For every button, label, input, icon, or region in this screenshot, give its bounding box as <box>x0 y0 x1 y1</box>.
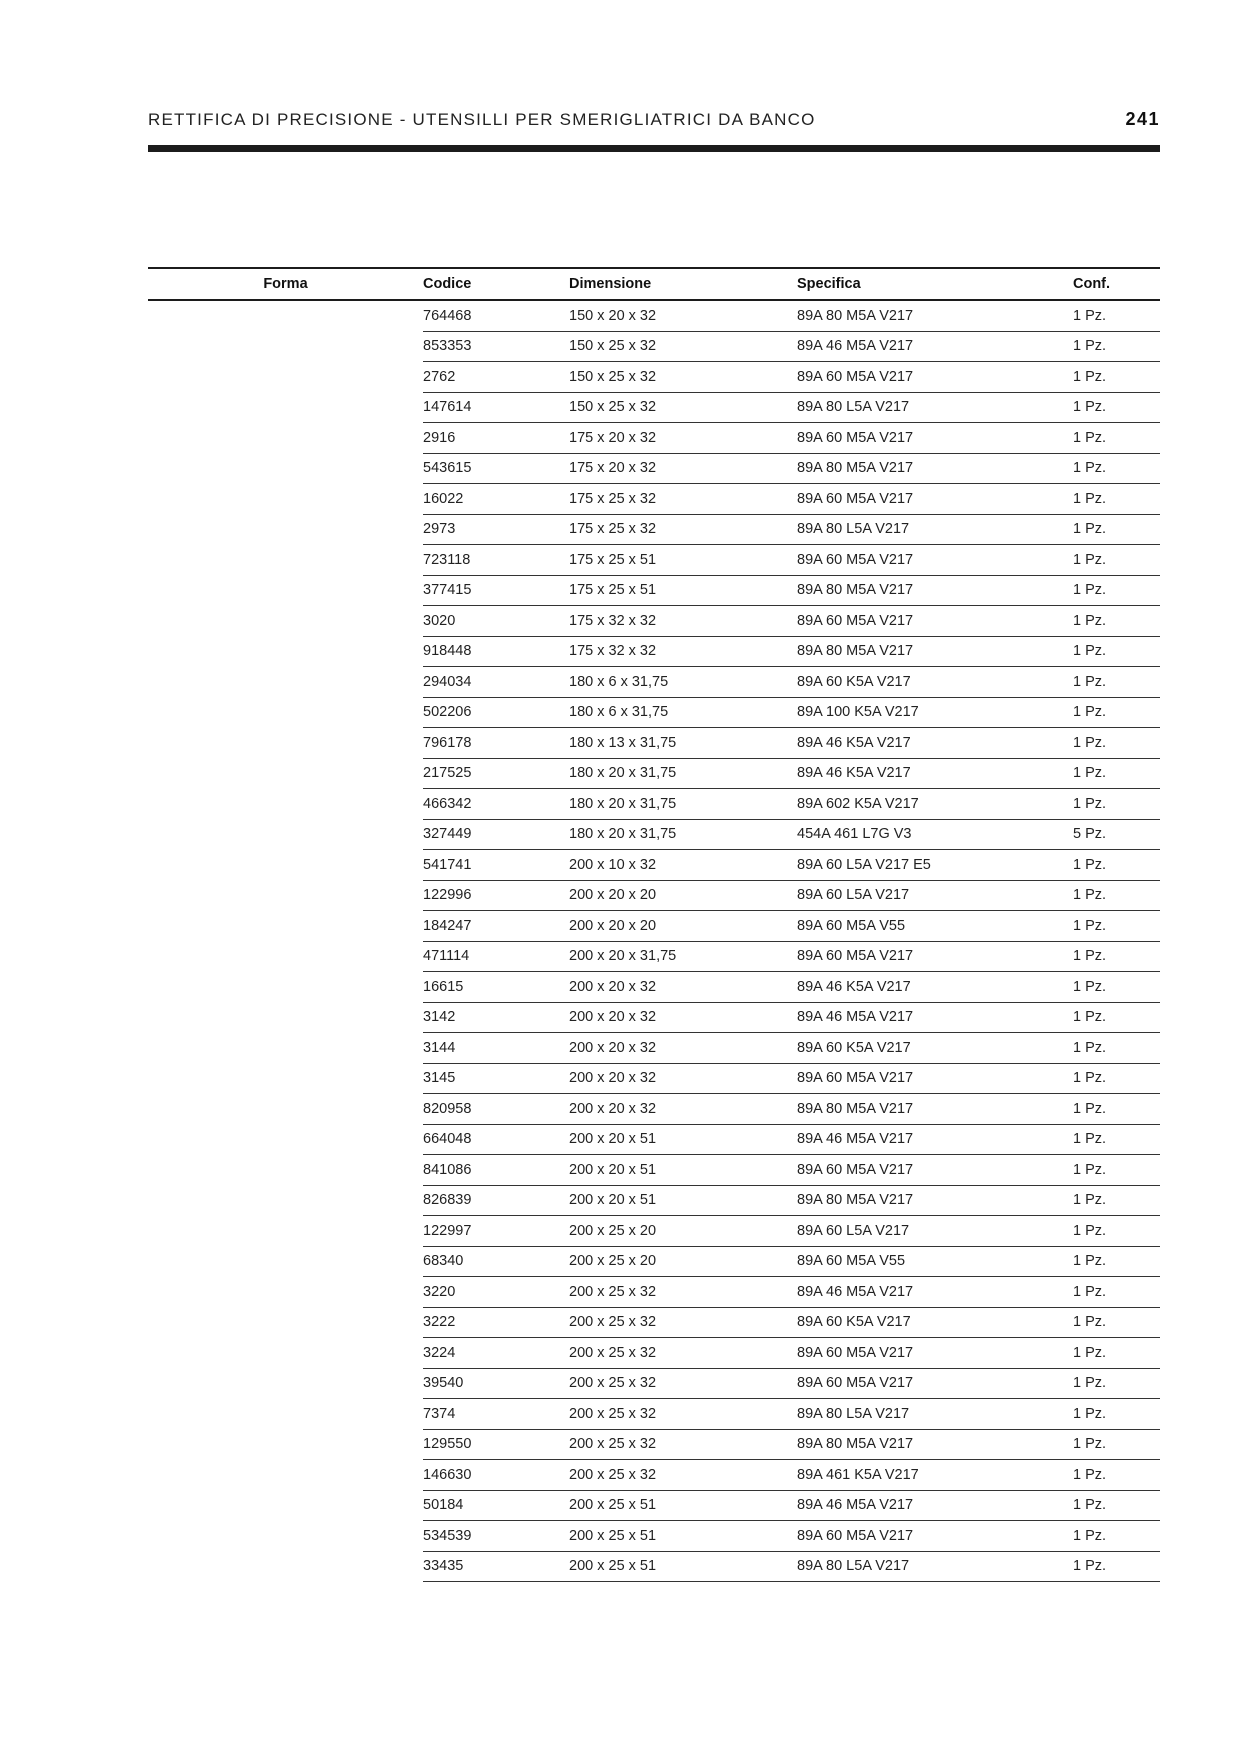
specifica-cell: 89A 60 L5A V217 E5 <box>797 850 1073 881</box>
table-row <box>148 484 1160 515</box>
table-row <box>148 1551 1160 1582</box>
conf-cell: 1 Pz. <box>1073 880 1160 911</box>
codice-cell: 3142 <box>423 1002 569 1033</box>
codice-cell: 664048 <box>423 1124 569 1155</box>
forma-cell <box>148 1460 423 1491</box>
dimensione-cell: 175 x 20 x 32 <box>569 423 797 454</box>
dimensione-cell: 200 x 20 x 32 <box>569 1094 797 1125</box>
conf-cell: 1 Pz. <box>1073 941 1160 972</box>
conf-cell: 1 Pz. <box>1073 1216 1160 1247</box>
conf-cell: 1 Pz. <box>1073 331 1160 362</box>
table-row <box>148 1002 1160 1033</box>
conf-cell: 1 Pz. <box>1073 1551 1160 1582</box>
codice-cell: 147614 <box>423 392 569 423</box>
dimensione-cell: 200 x 25 x 20 <box>569 1246 797 1277</box>
table-row <box>148 880 1160 911</box>
dimensione-cell: 180 x 6 x 31,75 <box>569 667 797 698</box>
dimensione-cell: 150 x 25 x 32 <box>569 362 797 393</box>
conf-cell: 1 Pz. <box>1073 636 1160 667</box>
specifica-cell: 89A 46 M5A V217 <box>797 1124 1073 1155</box>
dimensione-cell: 200 x 10 x 32 <box>569 850 797 881</box>
table-row <box>148 911 1160 942</box>
forma-cell <box>148 1490 423 1521</box>
page-header <box>148 110 1160 132</box>
forma-cell <box>148 1063 423 1094</box>
specifica-cell: 89A 60 K5A V217 <box>797 1307 1073 1338</box>
codice-cell: 377415 <box>423 575 569 606</box>
dimensione-cell: 175 x 32 x 32 <box>569 636 797 667</box>
codice-cell: 7374 <box>423 1399 569 1430</box>
conf-cell: 1 Pz. <box>1073 1094 1160 1125</box>
table-body <box>148 300 1160 1582</box>
conf-cell: 1 Pz. <box>1073 606 1160 637</box>
dimensione-cell: 180 x 20 x 31,75 <box>569 819 797 850</box>
forma-cell <box>148 1216 423 1247</box>
table-row <box>148 1460 1160 1491</box>
conf-cell: 5 Pz. <box>1073 819 1160 850</box>
table-row <box>148 1033 1160 1064</box>
table-row <box>148 972 1160 1003</box>
forma-cell <box>148 758 423 789</box>
table-row <box>148 850 1160 881</box>
product-table <box>148 267 1160 1582</box>
specifica-cell: 89A 46 M5A V217 <box>797 331 1073 362</box>
codice-cell: 826839 <box>423 1185 569 1216</box>
specifica-cell: 89A 60 M5A V55 <box>797 1246 1073 1277</box>
table-row <box>148 1094 1160 1125</box>
forma-cell <box>148 636 423 667</box>
specifica-cell: 89A 80 L5A V217 <box>797 1399 1073 1430</box>
codice-cell: 129550 <box>423 1429 569 1460</box>
codice-cell: 33435 <box>423 1551 569 1582</box>
dimensione-cell: 175 x 32 x 32 <box>569 606 797 637</box>
specifica-cell: 89A 60 M5A V217 <box>797 1338 1073 1369</box>
specifica-cell: 89A 60 M5A V217 <box>797 484 1073 515</box>
specifica-cell: 89A 80 M5A V217 <box>797 453 1073 484</box>
conf-cell: 1 Pz. <box>1073 697 1160 728</box>
dimensione-cell: 200 x 20 x 32 <box>569 1063 797 1094</box>
dimensione-cell: 200 x 20 x 20 <box>569 911 797 942</box>
table-row <box>148 1307 1160 1338</box>
specifica-cell: 89A 100 K5A V217 <box>797 697 1073 728</box>
codice-cell: 723118 <box>423 545 569 576</box>
codice-cell: 3222 <box>423 1307 569 1338</box>
codice-cell: 796178 <box>423 728 569 759</box>
table-row <box>148 728 1160 759</box>
table-row <box>148 1429 1160 1460</box>
table-row <box>148 453 1160 484</box>
dimensione-cell: 175 x 25 x 32 <box>569 514 797 545</box>
specifica-cell: 89A 60 K5A V217 <box>797 1033 1073 1064</box>
table-row <box>148 1155 1160 1186</box>
codice-cell: 184247 <box>423 911 569 942</box>
table-header-row <box>148 268 1160 300</box>
table-row <box>148 758 1160 789</box>
conf-cell: 1 Pz. <box>1073 1460 1160 1491</box>
table-row <box>148 789 1160 820</box>
codice-cell: 471114 <box>423 941 569 972</box>
forma-cell <box>148 1155 423 1186</box>
conf-cell: 1 Pz. <box>1073 423 1160 454</box>
forma-cell <box>148 1429 423 1460</box>
dimensione-cell: 200 x 20 x 32 <box>569 972 797 1003</box>
codice-cell: 841086 <box>423 1155 569 1186</box>
forma-cell <box>148 1185 423 1216</box>
dimensione-cell: 175 x 25 x 51 <box>569 575 797 606</box>
table-row <box>148 1277 1160 1308</box>
dimensione-cell: 180 x 6 x 31,75 <box>569 697 797 728</box>
specifica-cell: 89A 60 M5A V217 <box>797 1155 1073 1186</box>
forma-cell <box>148 972 423 1003</box>
specifica-cell: 89A 46 K5A V217 <box>797 972 1073 1003</box>
conf-cell: 1 Pz. <box>1073 575 1160 606</box>
specifica-cell: 89A 46 M5A V217 <box>797 1490 1073 1521</box>
dimensione-cell: 200 x 20 x 20 <box>569 880 797 911</box>
specifica-cell: 89A 60 M5A V217 <box>797 545 1073 576</box>
specifica-cell: 89A 60 M5A V217 <box>797 606 1073 637</box>
conf-cell: 1 Pz. <box>1073 484 1160 515</box>
specifica-cell: 89A 461 K5A V217 <box>797 1460 1073 1491</box>
codice-cell: 16022 <box>423 484 569 515</box>
codice-cell: 16615 <box>423 972 569 1003</box>
forma-cell <box>148 1246 423 1277</box>
forma-cell <box>148 392 423 423</box>
forma-cell <box>148 484 423 515</box>
codice-cell: 853353 <box>423 331 569 362</box>
table-row <box>148 300 1160 331</box>
forma-cell <box>148 1124 423 1155</box>
forma-cell <box>148 1399 423 1430</box>
codice-cell: 217525 <box>423 758 569 789</box>
table-row <box>148 1216 1160 1247</box>
dimensione-cell: 200 x 25 x 51 <box>569 1490 797 1521</box>
forma-cell <box>148 819 423 850</box>
dimensione-cell: 200 x 25 x 32 <box>569 1399 797 1430</box>
specifica-cell: 89A 60 L5A V217 <box>797 880 1073 911</box>
conf-cell: 1 Pz. <box>1073 1399 1160 1430</box>
codice-cell: 327449 <box>423 819 569 850</box>
page-title: RETTIFICA DI PRECISIONE - UTENSILLI PER SMERIGLIATRICI DA BANCO <box>148 110 816 129</box>
table-row <box>148 819 1160 850</box>
codice-cell: 3145 <box>423 1063 569 1094</box>
dimensione-cell: 200 x 25 x 32 <box>569 1277 797 1308</box>
forma-cell <box>148 789 423 820</box>
specifica-cell: 454A 461 L7G V3 <box>797 819 1073 850</box>
specifica-cell: 89A 46 M5A V217 <box>797 1277 1073 1308</box>
conf-cell: 1 Pz. <box>1073 1338 1160 1369</box>
codice-cell: 68340 <box>423 1246 569 1277</box>
table-row <box>148 1521 1160 1552</box>
table-row <box>148 423 1160 454</box>
forma-cell <box>148 667 423 698</box>
specifica-cell: 89A 60 M5A V217 <box>797 362 1073 393</box>
codice-cell: 3144 <box>423 1033 569 1064</box>
forma-cell <box>148 1033 423 1064</box>
column-header-conf: Conf. <box>1073 268 1160 300</box>
conf-cell: 1 Pz. <box>1073 514 1160 545</box>
dimensione-cell: 200 x 25 x 51 <box>569 1551 797 1582</box>
dimensione-cell: 150 x 25 x 32 <box>569 392 797 423</box>
codice-cell: 918448 <box>423 636 569 667</box>
specifica-cell: 89A 80 M5A V217 <box>797 1185 1073 1216</box>
table-row <box>148 392 1160 423</box>
dimensione-cell: 180 x 13 x 31,75 <box>569 728 797 759</box>
specifica-cell: 89A 60 M5A V217 <box>797 941 1073 972</box>
table-row <box>148 1338 1160 1369</box>
conf-cell: 1 Pz. <box>1073 789 1160 820</box>
column-header-forma: Forma <box>148 268 423 300</box>
table-row <box>148 1124 1160 1155</box>
table-row <box>148 1368 1160 1399</box>
conf-cell: 1 Pz. <box>1073 1033 1160 1064</box>
dimensione-cell: 200 x 20 x 32 <box>569 1002 797 1033</box>
forma-cell <box>148 1002 423 1033</box>
forma-cell <box>148 606 423 637</box>
dimensione-cell: 200 x 20 x 31,75 <box>569 941 797 972</box>
table-row <box>148 575 1160 606</box>
conf-cell: 1 Pz. <box>1073 911 1160 942</box>
codice-cell: 502206 <box>423 697 569 728</box>
dimensione-cell: 200 x 20 x 32 <box>569 1033 797 1064</box>
conf-cell: 1 Pz. <box>1073 1246 1160 1277</box>
conf-cell: 1 Pz. <box>1073 1307 1160 1338</box>
table-row <box>148 1490 1160 1521</box>
dimensione-cell: 200 x 25 x 32 <box>569 1368 797 1399</box>
codice-cell: 39540 <box>423 1368 569 1399</box>
codice-cell: 146630 <box>423 1460 569 1491</box>
forma-cell <box>148 850 423 881</box>
conf-cell: 1 Pz. <box>1073 1155 1160 1186</box>
forma-cell <box>148 545 423 576</box>
dimensione-cell: 200 x 20 x 51 <box>569 1185 797 1216</box>
forma-cell <box>148 423 423 454</box>
forma-cell <box>148 1307 423 1338</box>
table-row <box>148 1399 1160 1430</box>
dimensione-cell: 200 x 25 x 32 <box>569 1338 797 1369</box>
table-row <box>148 1185 1160 1216</box>
table-row <box>148 606 1160 637</box>
dimensione-cell: 200 x 25 x 51 <box>569 1521 797 1552</box>
conf-cell: 1 Pz. <box>1073 300 1160 331</box>
conf-cell: 1 Pz. <box>1073 1277 1160 1308</box>
specifica-cell: 89A 80 L5A V217 <box>797 514 1073 545</box>
forma-cell <box>148 331 423 362</box>
dimensione-cell: 200 x 25 x 20 <box>569 1216 797 1247</box>
forma-cell <box>148 575 423 606</box>
dimensione-cell: 180 x 20 x 31,75 <box>569 758 797 789</box>
specifica-cell: 89A 80 M5A V217 <box>797 1429 1073 1460</box>
table-row <box>148 1246 1160 1277</box>
table-row <box>148 941 1160 972</box>
dimensione-cell: 200 x 25 x 32 <box>569 1307 797 1338</box>
column-header-codice: Codice <box>423 268 569 300</box>
specifica-cell: 89A 80 M5A V217 <box>797 1094 1073 1125</box>
codice-cell: 3220 <box>423 1277 569 1308</box>
table-row <box>148 514 1160 545</box>
specifica-cell: 89A 60 K5A V217 <box>797 667 1073 698</box>
specifica-cell: 89A 80 M5A V217 <box>797 300 1073 331</box>
forma-cell <box>148 1094 423 1125</box>
conf-cell: 1 Pz. <box>1073 453 1160 484</box>
specifica-cell: 89A 60 M5A V217 <box>797 423 1073 454</box>
codice-cell: 820958 <box>423 1094 569 1125</box>
forma-cell <box>148 453 423 484</box>
table-row <box>148 1063 1160 1094</box>
codice-cell: 2762 <box>423 362 569 393</box>
conf-cell: 1 Pz. <box>1073 1124 1160 1155</box>
forma-cell <box>148 300 423 331</box>
header-divider <box>148 145 1160 152</box>
specifica-cell: 89A 60 M5A V55 <box>797 911 1073 942</box>
forma-cell <box>148 911 423 942</box>
codice-cell: 466342 <box>423 789 569 820</box>
codice-cell: 541741 <box>423 850 569 881</box>
codice-cell: 3020 <box>423 606 569 637</box>
dimensione-cell: 175 x 20 x 32 <box>569 453 797 484</box>
codice-cell: 294034 <box>423 667 569 698</box>
forma-cell <box>148 941 423 972</box>
codice-cell: 2916 <box>423 423 569 454</box>
specifica-cell: 89A 80 L5A V217 <box>797 1551 1073 1582</box>
column-header-dimensione: Dimensione <box>569 268 797 300</box>
specifica-cell: 89A 46 K5A V217 <box>797 728 1073 759</box>
conf-cell: 1 Pz. <box>1073 1185 1160 1216</box>
specifica-cell: 89A 602 K5A V217 <box>797 789 1073 820</box>
conf-cell: 1 Pz. <box>1073 392 1160 423</box>
codice-cell: 122997 <box>423 1216 569 1247</box>
forma-cell <box>148 728 423 759</box>
table-row <box>148 331 1160 362</box>
conf-cell: 1 Pz. <box>1073 1521 1160 1552</box>
forma-cell <box>148 1551 423 1582</box>
conf-cell: 1 Pz. <box>1073 850 1160 881</box>
conf-cell: 1 Pz. <box>1073 362 1160 393</box>
codice-cell: 122996 <box>423 880 569 911</box>
conf-cell: 1 Pz. <box>1073 1368 1160 1399</box>
table-row <box>148 697 1160 728</box>
specifica-cell: 89A 60 L5A V217 <box>797 1216 1073 1247</box>
codice-cell: 534539 <box>423 1521 569 1552</box>
specifica-cell: 89A 60 M5A V217 <box>797 1368 1073 1399</box>
table-row <box>148 362 1160 393</box>
dimensione-cell: 175 x 25 x 32 <box>569 484 797 515</box>
specifica-cell: 89A 80 M5A V217 <box>797 636 1073 667</box>
conf-cell: 1 Pz. <box>1073 1490 1160 1521</box>
conf-cell: 1 Pz. <box>1073 1063 1160 1094</box>
dimensione-cell: 150 x 20 x 32 <box>569 300 797 331</box>
codice-cell: 50184 <box>423 1490 569 1521</box>
conf-cell: 1 Pz. <box>1073 667 1160 698</box>
dimensione-cell: 180 x 20 x 31,75 <box>569 789 797 820</box>
codice-cell: 3224 <box>423 1338 569 1369</box>
specifica-cell: 89A 60 M5A V217 <box>797 1063 1073 1094</box>
forma-cell <box>148 1521 423 1552</box>
table-row <box>148 545 1160 576</box>
forma-cell <box>148 1338 423 1369</box>
specifica-cell: 89A 46 M5A V217 <box>797 1002 1073 1033</box>
codice-cell: 2973 <box>423 514 569 545</box>
specifica-cell: 89A 46 K5A V217 <box>797 758 1073 789</box>
specifica-cell: 89A 80 M5A V217 <box>797 575 1073 606</box>
forma-cell <box>148 1368 423 1399</box>
forma-cell <box>148 697 423 728</box>
specifica-cell: 89A 60 M5A V217 <box>797 1521 1073 1552</box>
codice-cell: 764468 <box>423 300 569 331</box>
table-row <box>148 636 1160 667</box>
dimensione-cell: 175 x 25 x 51 <box>569 545 797 576</box>
dimensione-cell: 200 x 20 x 51 <box>569 1155 797 1186</box>
page-number: 241 <box>1125 109 1160 129</box>
conf-cell: 1 Pz. <box>1073 1002 1160 1033</box>
conf-cell: 1 Pz. <box>1073 1429 1160 1460</box>
conf-cell: 1 Pz. <box>1073 758 1160 789</box>
dimensione-cell: 200 x 25 x 32 <box>569 1429 797 1460</box>
forma-cell <box>148 880 423 911</box>
table-row <box>148 667 1160 698</box>
forma-cell <box>148 1277 423 1308</box>
conf-cell: 1 Pz. <box>1073 545 1160 576</box>
codice-cell: 543615 <box>423 453 569 484</box>
column-header-specifica: Specifica <box>797 268 1073 300</box>
specifica-cell: 89A 80 L5A V217 <box>797 392 1073 423</box>
dimensione-cell: 150 x 25 x 32 <box>569 331 797 362</box>
dimensione-cell: 200 x 20 x 51 <box>569 1124 797 1155</box>
conf-cell: 1 Pz. <box>1073 972 1160 1003</box>
conf-cell: 1 Pz. <box>1073 728 1160 759</box>
forma-cell <box>148 362 423 393</box>
forma-cell <box>148 514 423 545</box>
dimensione-cell: 200 x 25 x 32 <box>569 1460 797 1491</box>
